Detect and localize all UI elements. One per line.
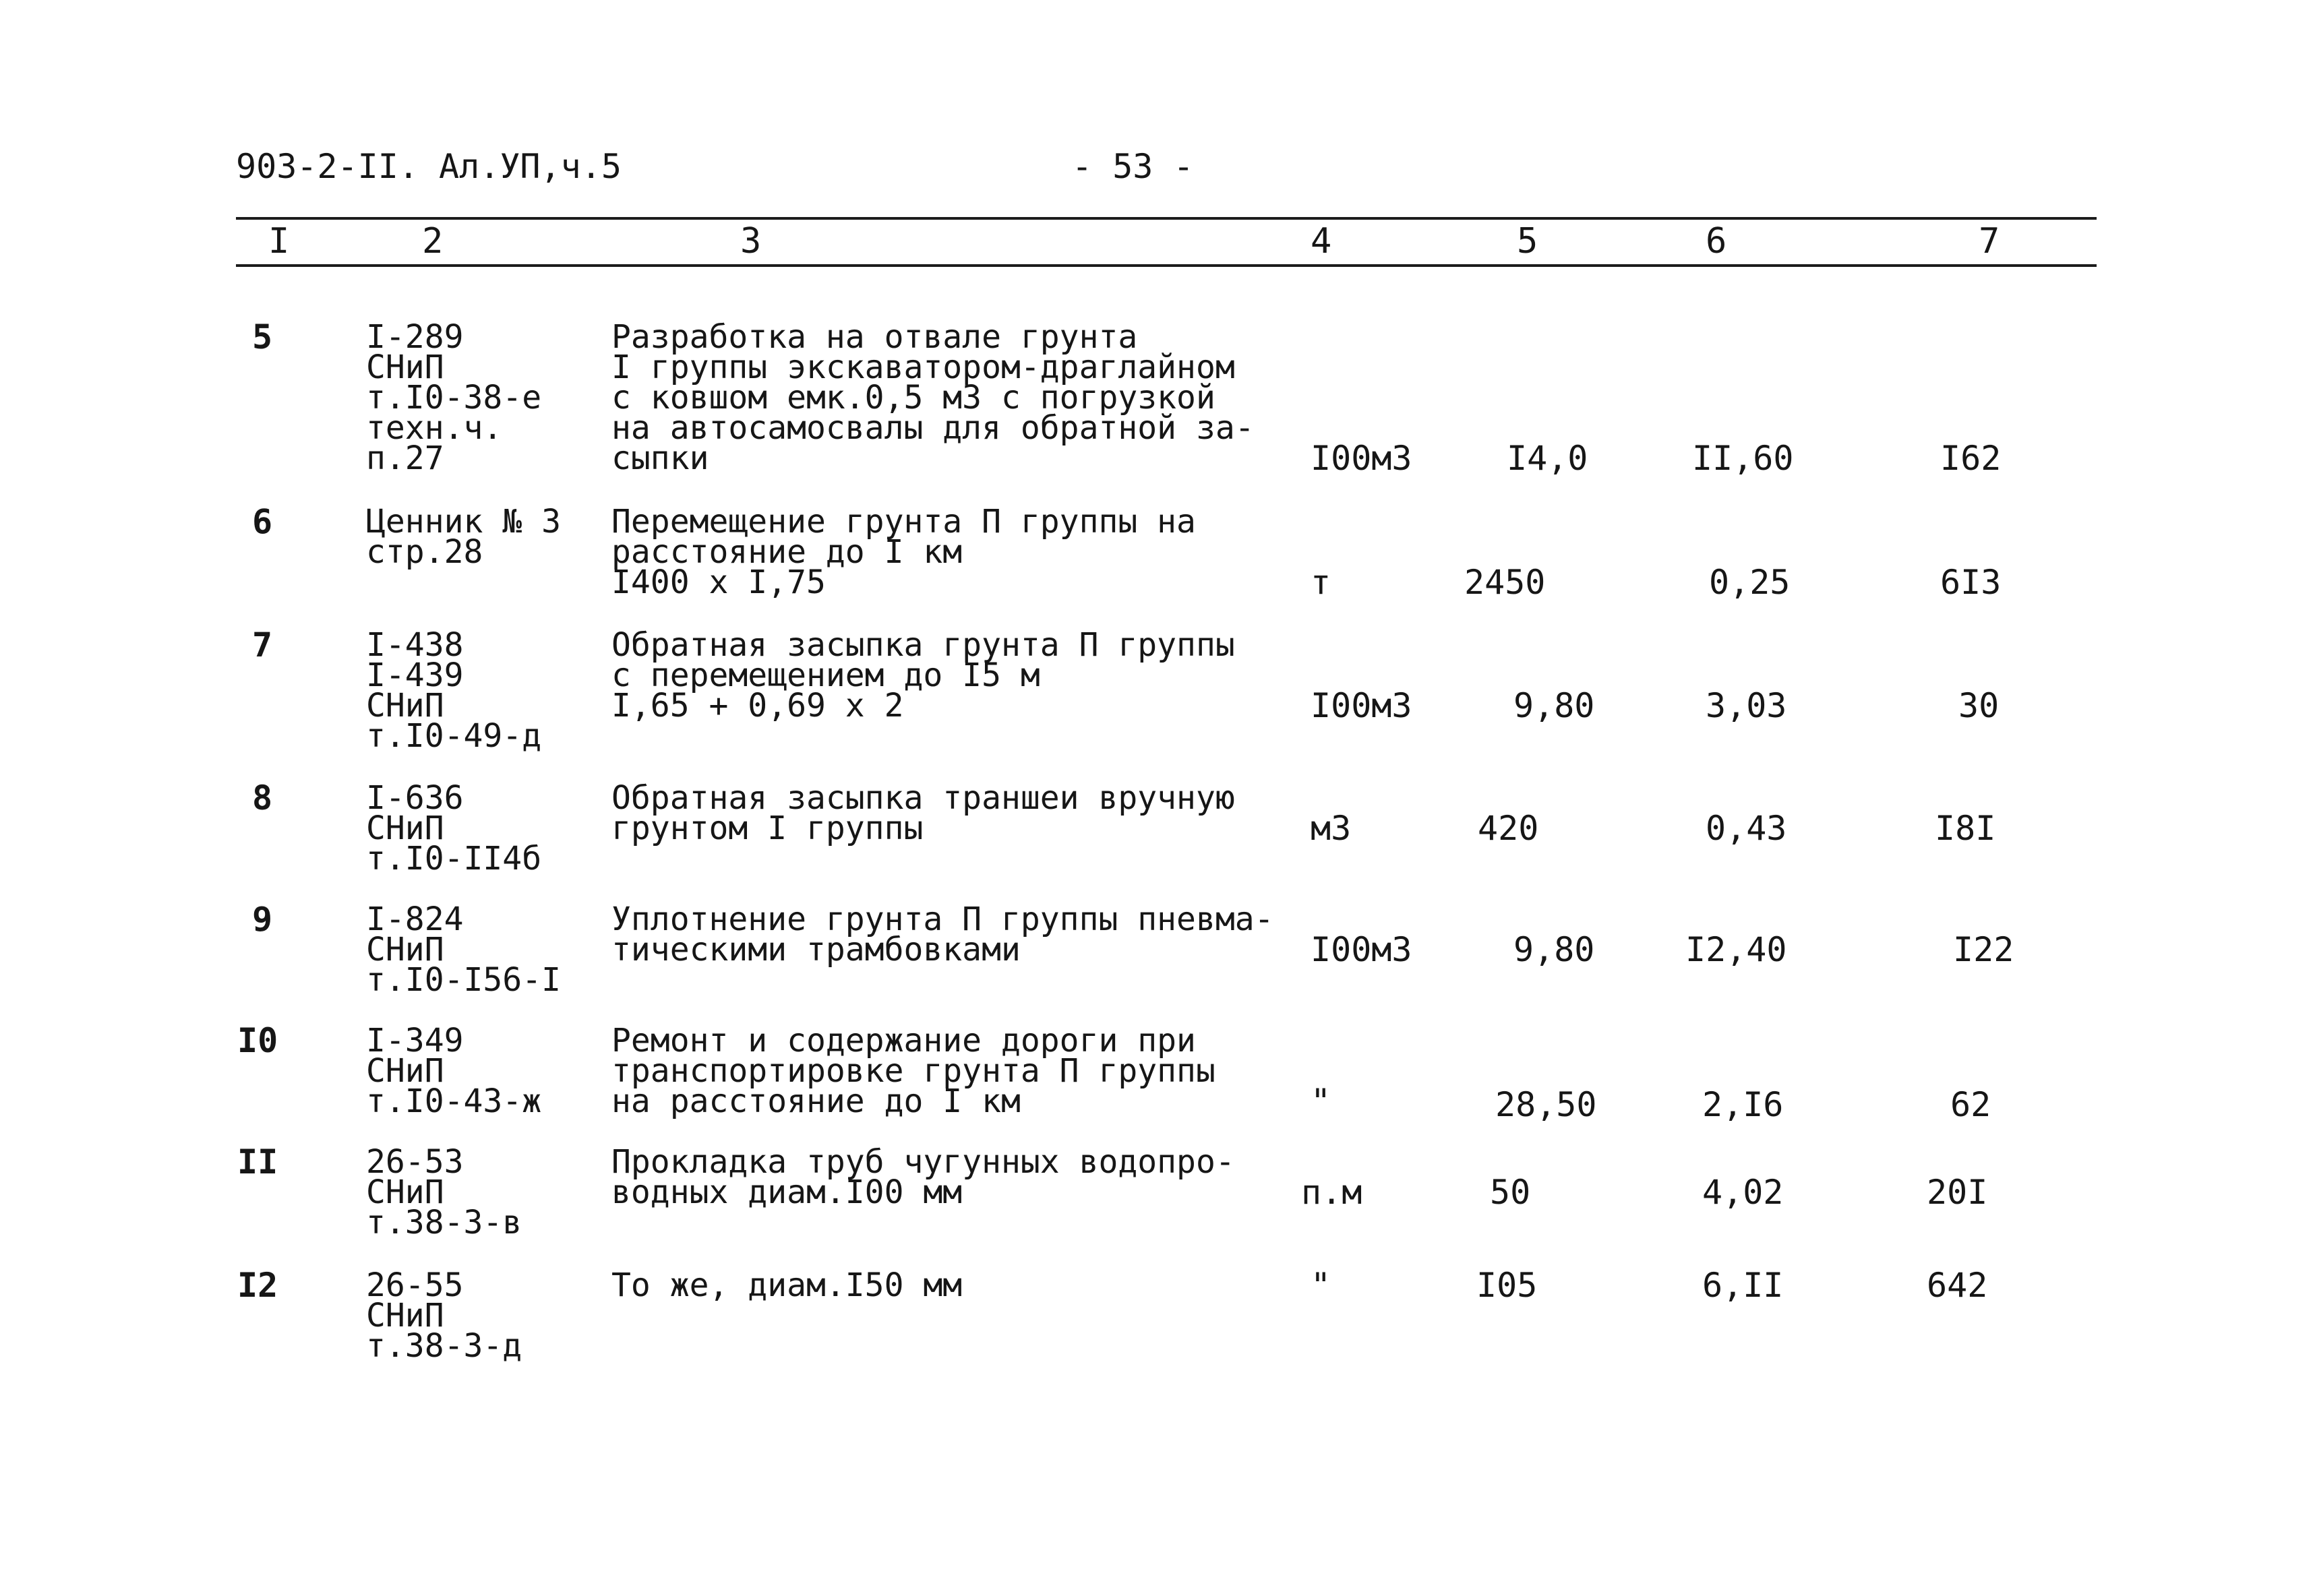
norm-reference: [366, 900, 561, 999]
reference-line: I-289: [366, 318, 464, 356]
unit-price: II,60: [1692, 439, 1794, 478]
quantity: 420: [1478, 809, 1539, 848]
unit-price: 3,03: [1706, 686, 1787, 725]
column-header-4: 4: [1311, 221, 1332, 262]
total-cost: 20I: [1927, 1173, 1988, 1212]
column-header-5: 5: [1517, 221, 1538, 262]
unit-of-measure: I00м3: [1311, 930, 1412, 969]
unit-price: 6,II: [1702, 1266, 1784, 1305]
unit-price: 0,25: [1709, 563, 1791, 602]
description-line: Обратная засыпка траншеи вручную: [611, 779, 1235, 817]
total-cost: I62: [1940, 439, 2002, 478]
column-header-3: 3: [740, 221, 762, 262]
reference-line: т.I0-38-е: [366, 379, 542, 417]
row-number: 5: [252, 317, 273, 357]
row-number: I2: [237, 1266, 278, 1305]
quantity: I05: [1476, 1266, 1538, 1305]
description-line: тическими трамбовками: [611, 931, 1021, 969]
description-line: I400 x I,75: [611, 563, 826, 601]
description-line: Обратная засыпка грунта П группы: [611, 626, 1235, 664]
row-number: 7: [252, 625, 273, 665]
norm-reference: [366, 1022, 542, 1120]
description-line: сыпки: [611, 439, 709, 477]
norm-reference: [366, 1266, 522, 1365]
quantity: 9,80: [1513, 686, 1595, 725]
reference-line: СНиП: [366, 1173, 444, 1211]
norm-reference: [366, 503, 561, 571]
unit-of-measure: п.м: [1301, 1173, 1362, 1212]
reference-line: т.38-3-в: [366, 1204, 522, 1241]
quantity: 9,80: [1513, 930, 1595, 969]
work-description: [611, 503, 1196, 601]
unit-of-measure: I00м3: [1311, 686, 1412, 725]
total-cost: 62: [1950, 1085, 1991, 1124]
row-number: 9: [252, 900, 273, 939]
unit-of-measure: т: [1311, 563, 1331, 602]
unit-of-measure: м3: [1311, 809, 1352, 848]
description-line: водных диам.I00 мм: [611, 1173, 963, 1211]
total-cost: I8I: [1935, 809, 1996, 848]
reference-line: п.27: [366, 439, 444, 477]
document-code: 903-2-II. Ал.УП,ч.5: [236, 147, 622, 186]
reference-line: т.I0-I56-I: [366, 961, 561, 999]
reference-line: стр.28: [366, 533, 483, 571]
description-line: грунтом I группы: [611, 809, 924, 847]
reference-line: СНиП: [366, 931, 444, 969]
reference-line: I-439: [366, 656, 464, 694]
description-line: Разработка на отвале грунта: [611, 318, 1138, 356]
total-cost: 6I3: [1940, 563, 2002, 602]
row-number: 6: [252, 502, 273, 541]
description-line: I группы экскаватором-драглайном: [611, 348, 1235, 386]
column-header-6: 6: [1706, 221, 1727, 262]
reference-line: I-438: [366, 626, 464, 664]
column-header-2: 2: [422, 221, 444, 262]
quantity: I4,0: [1507, 439, 1588, 478]
column-header-7: 7: [1979, 221, 2000, 262]
norm-reference: [366, 779, 542, 878]
description-line: на автосамосвалы для обратной за-: [611, 409, 1255, 447]
table-header-top-rule: [236, 217, 2097, 220]
reference-line: т.38-3-д: [366, 1327, 522, 1365]
work-description: [611, 318, 1255, 477]
description-line: транспортировке грунта П группы: [611, 1052, 1215, 1090]
description-line: Прокладка труб чугунных водопро-: [611, 1143, 1235, 1181]
unit-of-measure: ": [1311, 1266, 1331, 1305]
total-cost: 642: [1927, 1266, 1988, 1305]
description-line: Уплотнение грунта П группы пневма-: [611, 900, 1274, 938]
work-description: [611, 900, 1274, 969]
description-line: То же, диам.I50 мм: [611, 1266, 963, 1304]
reference-line: СНиП: [366, 1052, 444, 1090]
reference-line: 26-53: [366, 1143, 464, 1181]
row-number: II: [237, 1142, 278, 1181]
unit-price: I2,40: [1685, 930, 1787, 969]
unit-price: 0,43: [1706, 809, 1787, 848]
row-number: 8: [252, 778, 273, 818]
description-line: Ремонт и содержание дороги при: [611, 1022, 1196, 1060]
reference-line: техн.ч.: [366, 409, 503, 447]
quantity: 2450: [1464, 563, 1546, 602]
row-number: I0: [237, 1021, 278, 1060]
norm-reference: [366, 626, 542, 755]
reference-line: I-824: [366, 900, 464, 938]
work-description: [611, 1022, 1215, 1120]
work-description: [611, 1143, 1235, 1211]
work-description: [611, 626, 1235, 725]
reference-line: т.I0-49-д: [366, 717, 542, 755]
unit-price: 4,02: [1702, 1173, 1784, 1212]
reference-line: I-636: [366, 779, 464, 817]
work-description: [611, 1266, 963, 1304]
reference-line: СНиП: [366, 1297, 444, 1334]
reference-line: т.I0-43-ж: [366, 1082, 542, 1120]
description-line: с ковшом емк.0,5 м3 с погрузкой: [611, 379, 1215, 417]
page-number: - 53 -: [1072, 147, 1194, 186]
description-line: Перемещение грунта П группы на: [611, 503, 1196, 541]
reference-line: т.I0-II4б: [366, 840, 542, 878]
description-line: расстояние до I км: [611, 533, 963, 571]
description-line: I,65 + 0,69 x 2: [611, 687, 904, 725]
reference-line: СНиП: [366, 348, 444, 386]
quantity: 50: [1490, 1173, 1531, 1212]
reference-line: Ценник № 3: [366, 503, 561, 541]
total-cost: 30: [1958, 686, 2000, 725]
quantity: 28,50: [1495, 1085, 1597, 1124]
page-header: [236, 143, 2124, 190]
reference-line: СНиП: [366, 687, 444, 725]
unit-price: 2,I6: [1702, 1085, 1784, 1124]
total-cost: I22: [1953, 930, 2014, 969]
norm-reference: [366, 318, 542, 477]
description-line: с перемещением до I5 м: [611, 656, 1040, 694]
reference-line: 26-55: [366, 1266, 464, 1304]
unit-of-measure: I00м3: [1311, 439, 1412, 478]
description-line: на расстояние до I км: [611, 1082, 1021, 1120]
table-header-bottom-rule: [236, 264, 2097, 267]
norm-reference: [366, 1143, 522, 1241]
reference-line: СНиП: [366, 809, 444, 847]
reference-line: I-349: [366, 1022, 464, 1060]
unit-of-measure: ": [1311, 1082, 1331, 1121]
work-description: [611, 779, 1235, 847]
column-header-1: I: [268, 221, 290, 262]
